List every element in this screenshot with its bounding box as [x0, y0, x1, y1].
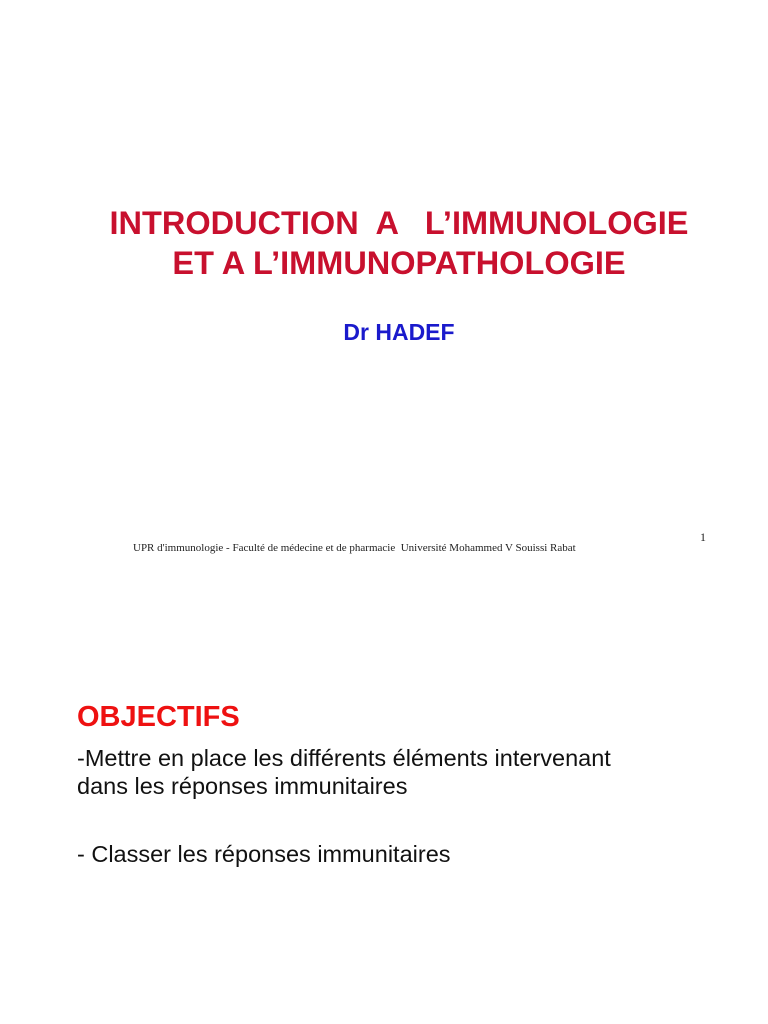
slide-title-line-2: ET A L’IMMUNOPATHOLOGIE — [172, 245, 626, 281]
slide-title — [0, 203, 768, 283]
objective-item-2: - Classer les réponses immunitaires — [77, 841, 451, 867]
author-name: Dr HADEF — [343, 319, 455, 345]
page-number: 1 — [700, 530, 706, 544]
slide-footer: UPR d'immunologie - Faculté de médecine et de pharmacie Université Mohammed V Souissi Rabat — [133, 542, 576, 554]
objective-item-1: -Mettre en place les différents éléments intervenant dans les réponses immunitaires — [77, 745, 611, 799]
slide-2 — [0, 576, 768, 1024]
slide-title-line-1: INTRODUCTION A L’IMMUNOLOGIE — [109, 205, 689, 241]
objectives-heading: OBJECTIFS — [77, 701, 240, 733]
